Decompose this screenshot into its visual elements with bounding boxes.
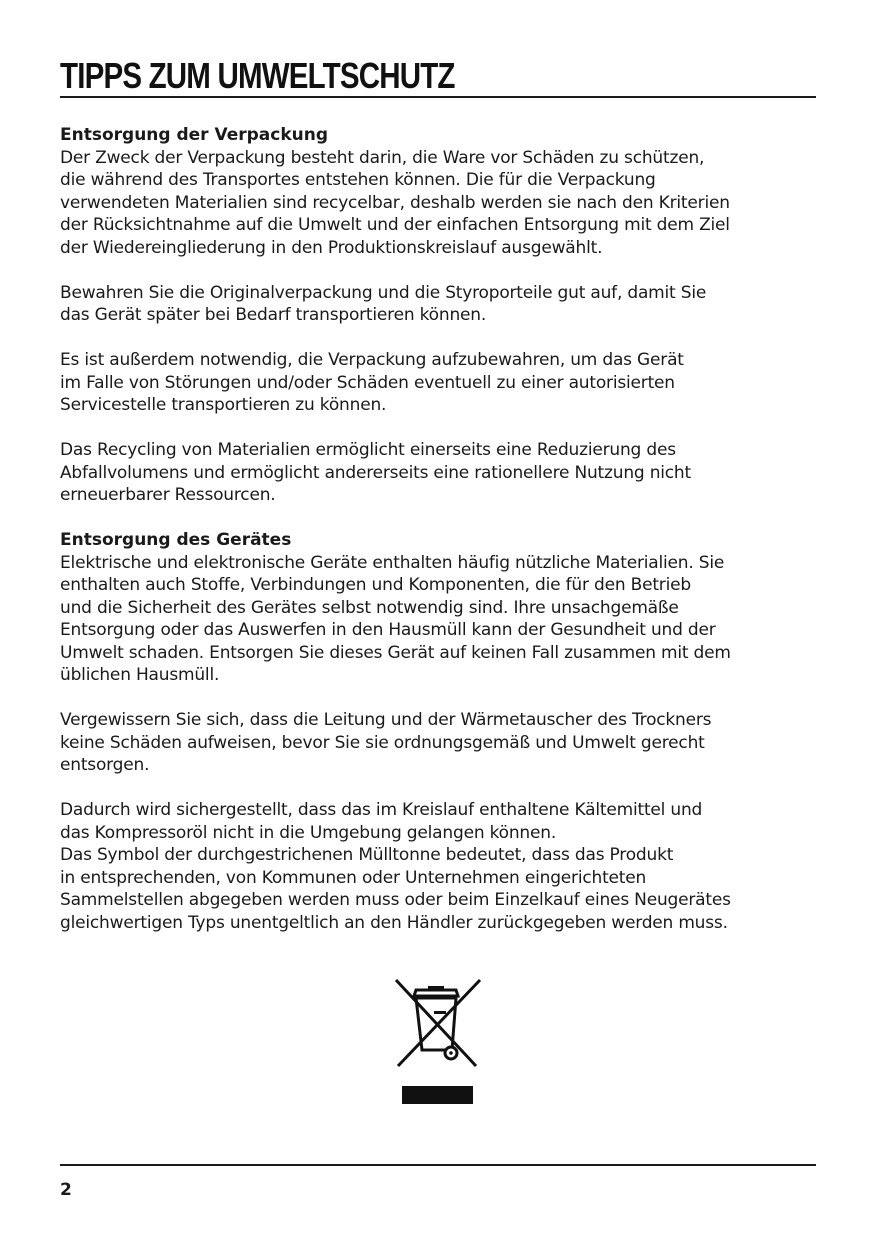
section-heading-device: Entsorgung des Gerätes [60, 530, 292, 550]
page-title: TIPPS ZUM UMWELTSCHUTZ [60, 55, 455, 96]
paragraph: Dadurch wird sichergestellt, dass das im Kreislauf enthaltene Kältemittel und das Kompressoröl nicht in die Umgebung gelangen können. Das Symbol der durchgestrichenen Mülltonne bedeutet, dass das Produkt in entsprechenden, von Kommunen oder Unternehmen eingerichteten Sammelstellen abgegeben werden muss oder beim Einzelkauf eines Neugerätes gleichwertigen Typs unentgeltlich an den Händler zurückgegeben werden muss. [60, 800, 731, 933]
paragraph: Es ist außerdem notwendig, die Verpackung aufzubewahren, um das Gerät im Falle von Störungen und/oder Schäden eventuell zu einer autorisierten Servicestelle transportieren zu können. [60, 350, 684, 415]
section-heading-packaging: Entsorgung der Verpackung [60, 125, 329, 145]
paragraph: Vergewissern Sie sich, dass die Leitung und der Wärmetauscher des Trockners keine Schäden aufweisen, bevor Sie sie ordnungsgemäß und Umwelt gerecht entsorgen. [60, 710, 712, 775]
paragraph: Das Recycling von Materialien ermöglicht einerseits eine Reduzierung des Abfallvolumens und ermöglicht andererseits eine rationellere Nutzung nicht erneuerbarer Ressourcen. [60, 440, 691, 505]
footer-divider [60, 1164, 816, 1166]
paragraph: Der Zweck der Verpackung besteht darin, die Ware vor Schäden zu schützen, die während des Transportes entstehen können. Die für die Verpackung verwendeten Materialien sind recycelbar, deshalb werden sie nach den Kriterien der Rücksichtnahme auf die Umwelt und der einfachen Entsorgung mit dem Ziel der Wiedereingliederung in den Produktionskreislauf ausgewählt. [60, 147, 730, 258]
title-divider [60, 96, 816, 98]
paragraph: Elektrische und elektronische Geräte enthalten häufig nützliche Materialien. Sie enthalten auch Stoffe, Verbindungen und Komponenten, die für den Betrieb und die Sicherheit des Gerätes selbst notwendig sind. Ihre unsachgemäße Entsorgung oder das Auswerfen in den Hausmüll kann der Gesundheit und der Umwelt schaden. Entsorgen Sie dieses Gerät auf keinen Fall zusammen mit dem üblichen Hausmüll. [60, 552, 731, 685]
crossed-out-wheelie-bin-icon [392, 976, 484, 1106]
page-number: 2 [60, 1180, 72, 1200]
page-content [60, 124, 820, 934]
paragraph: Bewahren Sie die Originalverpackung und die Styroporteile gut auf, damit Sie das Gerät später bei Bedarf transportieren können. [60, 282, 707, 325]
